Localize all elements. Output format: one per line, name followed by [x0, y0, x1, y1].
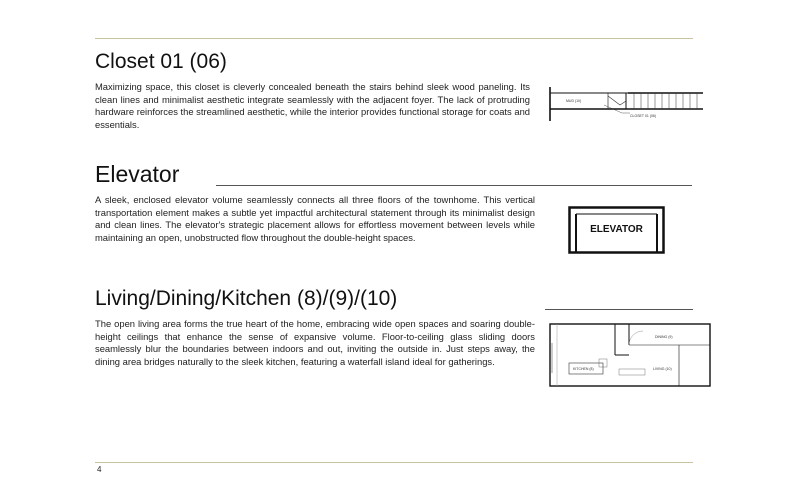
living-plan-label: LIVING (10)	[653, 367, 672, 371]
living-description: The open living area forms the true heart of the home, embracing wide open spaces and soaring double-height ceilings that enhance the sense of expansive volume. Floor-to-ceiling glass sliding doors seamlessly blur the boundaries between indoors and out, inviting the outside in. Just steps away, the dining area bridges naturally to the sleek kitchen, featuring a waterfall island ideal for gatherings.	[95, 318, 535, 367]
page-number: 4	[97, 465, 102, 474]
elevator-description: A sleek, enclosed elevator volume seamlessly connects all three floors of the townhome. This vertical transportation element makes a subtle yet impactful architectural statement through its minimalist design and clean lines. The elevator's strategic placement allows for effortless movement between levels while maintaining an open, unobstructed flow throughout the double-height spaces.	[95, 194, 535, 243]
kitchen-plan-label: KITCHEN (8)	[573, 367, 594, 371]
closet-description: Maximizing space, this closet is cleverly concealed beneath the stairs behind sleek wood paneling. Its clean lines and minimalist aesthetic integrate seamlessly with the adjacent foyer. The lack of protruding hardware reinforces the streamlined aesthetic, while the interior provides functional storage for coats and essentials.	[95, 81, 530, 130]
dining-plan-label: DINING (9)	[655, 335, 673, 339]
living-heading: Living/Dining/Kitchen (8)/(9)/(10)	[95, 287, 398, 310]
bottom-rule	[95, 462, 693, 463]
closet-heading: Closet 01 (06)	[95, 50, 227, 73]
elevator-heading: Elevator	[95, 161, 180, 187]
elevator-heading-rule	[216, 185, 692, 186]
elevator-plan-label: ELEVATOR	[590, 224, 643, 235]
closet-plan-label-right: CLOSET 01 (06)	[630, 114, 657, 118]
top-rule	[95, 38, 693, 39]
living-heading-rule	[545, 309, 693, 310]
closet-floor-plan	[548, 83, 703, 127]
elevator-floor-plan	[568, 206, 665, 254]
living-floor-plan	[549, 323, 712, 387]
closet-plan-label-left: MUD (10)	[566, 99, 582, 103]
